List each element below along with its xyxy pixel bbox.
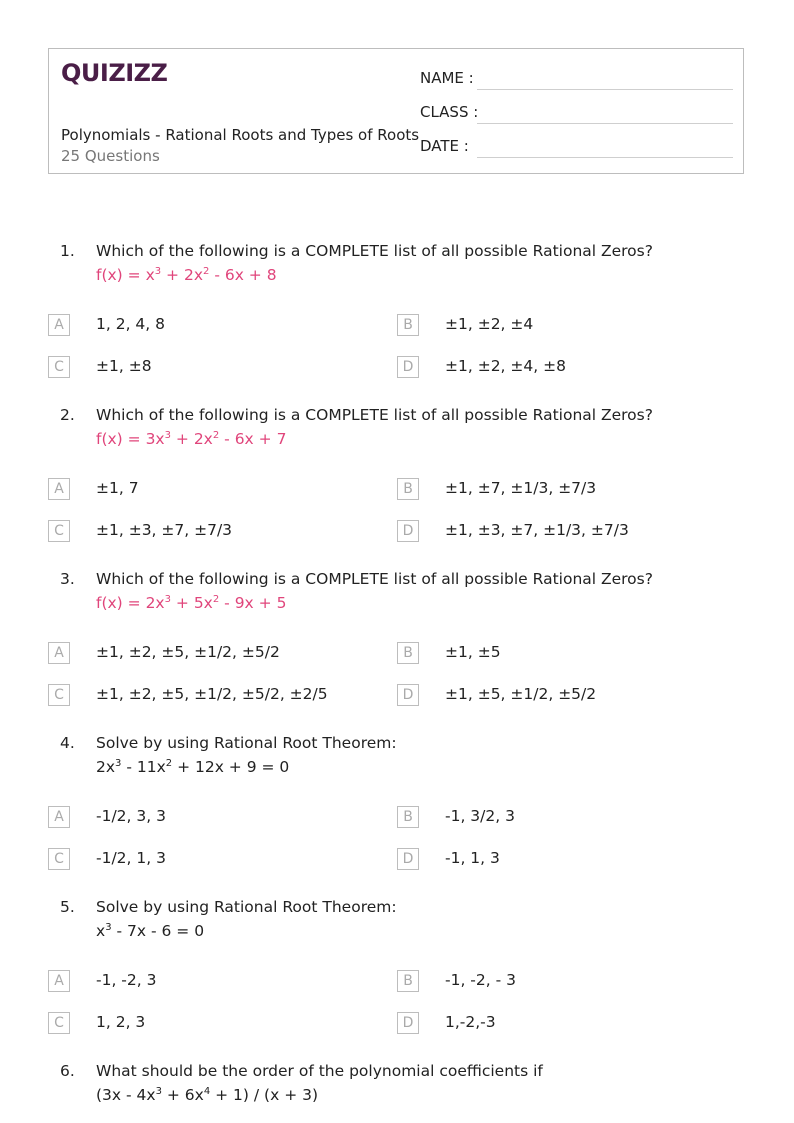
worksheet-header <box>48 48 744 174</box>
option-letter-box[interactable]: C <box>48 520 70 542</box>
question-expression: $f(x) = 3x^3 + 2x^2 - 6x + 7$ <box>96 430 287 448</box>
option-text: -1, 3/2, 3 <box>445 807 515 825</box>
option-text: ±1, ±5, ±1/2, ±5/2 <box>445 685 597 703</box>
option-letter-box[interactable]: D <box>397 520 419 542</box>
option-text: ±1, ±7, ±1/3, ±7/3 <box>445 479 597 497</box>
question-number: 1. <box>60 242 75 260</box>
question-text: Which of the following is a COMPLETE list of all possible Rational Zeros? <box>96 570 653 588</box>
class-line[interactable] <box>477 123 733 124</box>
question-expression: $(3x - 4x^3 + 6x^4 + 1) / (x + 3)$ <box>96 1086 319 1104</box>
option-letter-box[interactable]: B <box>397 970 419 992</box>
option-text: -1/2, 1, 3 <box>96 849 166 867</box>
option-letter-box[interactable]: B <box>397 642 419 664</box>
option-letter-box[interactable]: A <box>48 478 70 500</box>
option-text: ±1, ±2, ±5, ±1/2, ±5/2, ±2/5 <box>96 685 328 703</box>
option-letter-box[interactable]: A <box>48 806 70 828</box>
option-letter-box[interactable]: C <box>48 1012 70 1034</box>
question-number: 4. <box>60 734 75 752</box>
question-number: 2. <box>60 406 75 424</box>
question-expression: $f(x) = 2x^3 + 5x^2 - 9x + 5$ <box>96 594 287 612</box>
name-label: NAME : <box>420 69 474 87</box>
question-number: 5. <box>60 898 75 916</box>
option-text: ±1, ±2, ±4 <box>445 315 534 333</box>
date-line[interactable] <box>477 157 733 158</box>
question-expression: $2x^3 - 11x^2 + 12x + 9 = 0$ <box>96 758 290 776</box>
option-text: 1,-2,-3 <box>445 1013 496 1031</box>
option-letter-box[interactable]: D <box>397 356 419 378</box>
option-letter-box[interactable]: C <box>48 356 70 378</box>
option-letter-box[interactable]: A <box>48 642 70 664</box>
option-letter-box[interactable]: D <box>397 684 419 706</box>
option-text: ±1, ±8 <box>96 357 152 375</box>
date-label: DATE : <box>420 137 469 155</box>
question-number: 6. <box>60 1062 75 1080</box>
question-expression: $x^3 - 7x - 6 = 0$ <box>96 922 205 940</box>
question-text: Which of the following is a COMPLETE list of all possible Rational Zeros? <box>96 406 653 424</box>
option-text: -1, -2, - 3 <box>445 971 516 989</box>
option-letter-box[interactable]: A <box>48 970 70 992</box>
name-line[interactable] <box>477 89 733 90</box>
option-letter-box[interactable]: B <box>397 806 419 828</box>
quizizz-logo: QUIZIZZ <box>61 59 168 87</box>
class-label: CLASS : <box>420 103 479 121</box>
question-text: Which of the following is a COMPLETE list of all possible Rational Zeros? <box>96 242 653 260</box>
option-letter-box[interactable]: B <box>397 314 419 336</box>
option-text: 1, 2, 3 <box>96 1013 146 1031</box>
option-text: ±1, ±5 <box>445 643 501 661</box>
option-text: ±1, ±2, ±4, ±8 <box>445 357 566 375</box>
option-text: -1/2, 3, 3 <box>96 807 166 825</box>
option-letter-box[interactable]: C <box>48 848 70 870</box>
option-text: -1, -2, 3 <box>96 971 157 989</box>
question-count: 25 Questions <box>61 147 160 165</box>
option-text: ±1, ±2, ±5, ±1/2, ±5/2 <box>96 643 280 661</box>
option-letter-box[interactable]: A <box>48 314 70 336</box>
question-text: Solve by using Rational Root Theorem: <box>96 734 397 752</box>
question-text: Solve by using Rational Root Theorem: <box>96 898 397 916</box>
option-letter-box[interactable]: C <box>48 684 70 706</box>
option-text: ±1, ±3, ±7, ±1/3, ±7/3 <box>445 521 629 539</box>
option-text: -1, 1, 3 <box>445 849 500 867</box>
option-letter-box[interactable]: B <box>397 478 419 500</box>
option-text: ±1, ±3, ±7, ±7/3 <box>96 521 233 539</box>
question-text: What should be the order of the polynomial coefficients if <box>96 1062 543 1080</box>
option-text: ±1, 7 <box>96 479 139 497</box>
option-letter-box[interactable]: D <box>397 1012 419 1034</box>
question-expression: $f(x) = x^3 + 2x^2 - 6x + 8$ <box>96 266 277 284</box>
option-letter-box[interactable]: D <box>397 848 419 870</box>
worksheet-title: Polynomials - Rational Roots and Types of Roots <box>61 126 420 144</box>
question-number: 3. <box>60 570 75 588</box>
option-text: 1, 2, 4, 8 <box>96 315 166 333</box>
